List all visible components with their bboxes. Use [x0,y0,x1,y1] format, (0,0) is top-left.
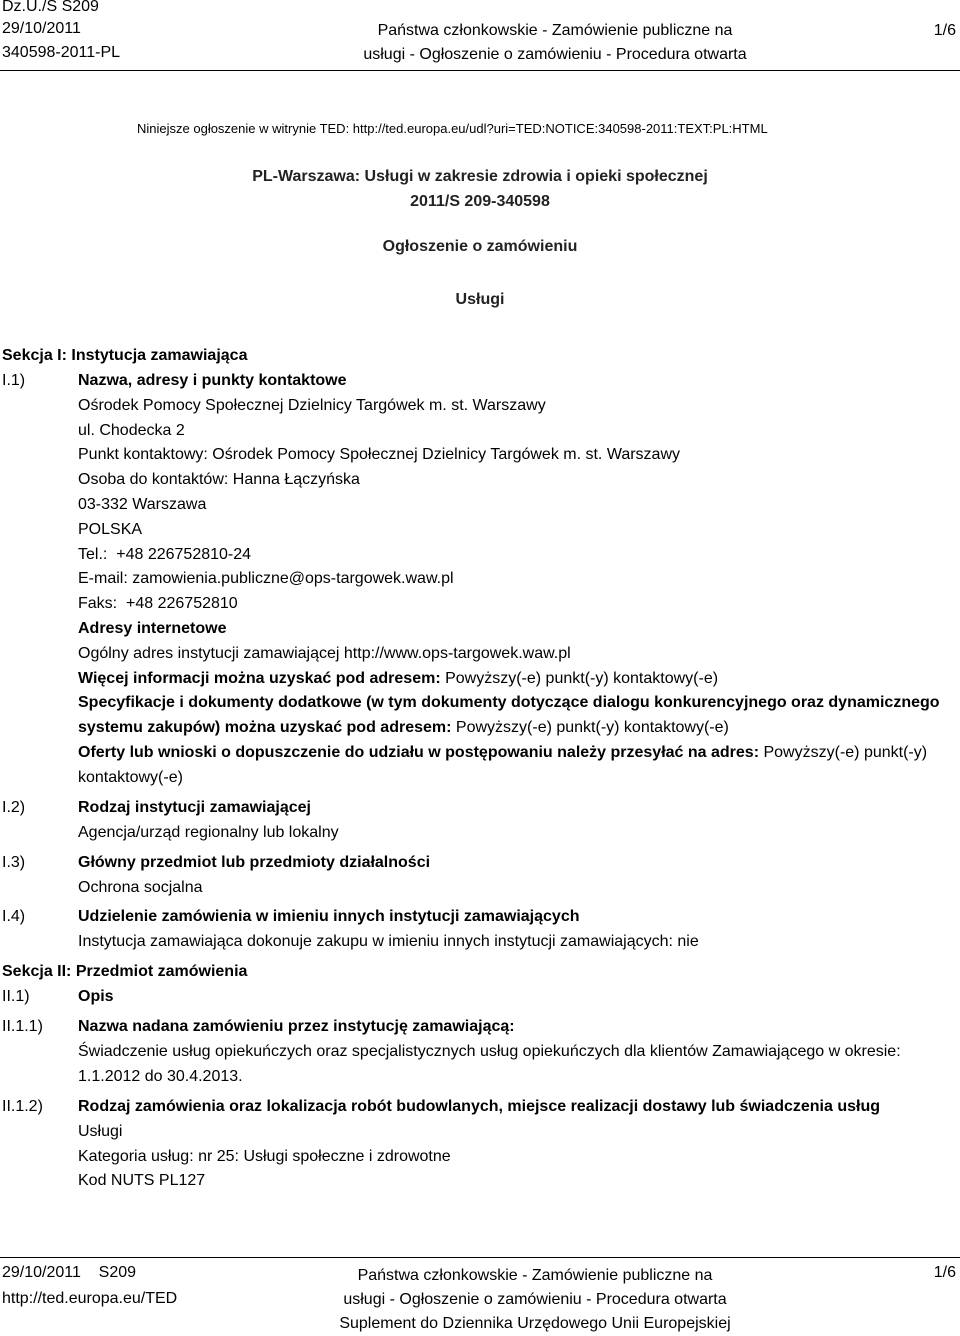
item-number: I.4) [2,908,26,925]
postal-city: 03-332 Warszawa [78,495,207,513]
document-reference: 2011/S 209-340598 [410,193,550,210]
item-number: II.1) [2,988,30,1005]
notice-number: 340598-2011-PL [2,44,121,61]
general-web-address: Ogólny adres instytucji zamawiającej http://www.ops-targowek.waw.pl [78,644,571,662]
organisation-name: Ośrodek Pomocy Społecznej Dzielnicy Targówek m. st. Warszawy [78,396,546,414]
telephone: Tel.: +48 226752810-24 [78,545,252,563]
footer-page-number: 1/6 [933,1264,956,1281]
journal-ref: Dz.U./S S209 [2,0,99,15]
footer-date-issue: 29/10/2011 S209 [2,1264,137,1281]
email-link[interactable]: zamowienia.publiczne@ops-targowek.waw.pl [132,570,454,588]
item-title: Nazwa, adresy i punkty kontaktowe [78,372,347,389]
authority-type-block [78,796,948,846]
website-link[interactable]: http://www.ops-targowek.waw.pl [343,644,571,662]
header-divider [0,70,960,71]
item-title: Rodzaj instytucji zamawiającej [78,799,311,816]
item-number: I.3) [2,854,26,871]
header-page-number: 1/6 [933,22,956,39]
nuts-code: Kod NUTS PL127 [78,1172,206,1190]
item-number: II.1.2) [2,1098,43,1115]
item-value: Instytucja zamawiająca dokonuje zakupu w imieniu innych instytucji zamawiających: nie [78,932,699,950]
header-title-line1: Państwa członkowskie - Zamówienie publiczne na [377,22,733,39]
page-header [0,0,960,70]
on-behalf-block [78,905,948,955]
ted-notice-link[interactable]: Niniejsze ogłoszenie w witrynie TED: http://ted.europa.eu/udl?uri=TED:NOTICE:340598-2011:TEXT:PL:HTML [137,121,768,136]
fax: Faks: +48 226752810 [78,595,238,613]
web-addresses-heading: Adresy internetowe [78,619,227,637]
contract-kind: Usługi [455,291,505,308]
country: POLSKA [78,520,143,538]
item-value: Ochrona socjalna [78,878,203,896]
header-title-line2: usługi - Ogłoszenie o zamówieniu - Procedura otwarta [363,46,747,63]
item-number: I.1) [2,372,26,389]
specifications: Specyfikacje i dokumenty dodatkowe (w tym dokumenty dotyczące dialogu konkurencyjnego oraz dynamicznego systemu zakupów) można uzyskać pod adresem: Powyższy(-e) punkt(-y) kontaktowy(-e) [78,694,940,737]
page-footer [0,1262,960,1334]
main-activity-block [78,851,948,901]
email: E-mail: zamowienia.publiczne@ops-targowek.waw.pl [78,570,454,588]
contract-type: Usługi [78,1122,123,1140]
contract-title-block [78,1015,948,1089]
item-title: Opis [78,988,114,1005]
footer-url[interactable]: http://ted.europa.eu/TED [2,1290,178,1307]
contact-person: Osoba do kontaktów: Hanna Łączyńska [78,471,360,489]
contact-point: Punkt kontaktowy: Ośrodek Pomocy Społecznej Dzielnicy Targówek m. st. Warszawy [78,446,680,464]
item-number: II.1.1) [2,1018,43,1035]
contract-title: Świadczenie usług opiekuńczych oraz specjalistycznych usług opiekuńczych dla klientów Zamawiającego w okresie: 1.1.2012 do 30.4.2013. [78,1042,901,1085]
item-title: Nazwa nadana zamówieniu przez instytucję zamawiającą: [78,1018,515,1035]
section-1-heading: Sekcja I: Instytucja zamawiająca [2,347,248,364]
footer-divider [0,1257,960,1258]
notice-type: Ogłoszenie o zamówieniu [382,238,578,255]
more-info: Więcej informacji można uzyskać pod adresem: Powyższy(-e) punkt(-y) kontaktowy(-e) [78,669,719,687]
header-date: 29/10/2011 [2,20,81,37]
street-address: ul. Chodecka 2 [78,421,185,439]
item-title: Rodzaj zamówienia oraz lokalizacja robót budowlanych, miejsce realizacji dostawy lub świadczenia usług [78,1098,880,1115]
contract-type-block [78,1095,948,1194]
offers-address: Oferty lub wnioski o dopuszczenie do udziału w postępowaniu należy przesyłać na adres: Powyższy(-e) punkt(-y) kontaktowy(-e) [78,743,928,786]
item-title: Udzielenie zamówienia w imieniu innych instytucji zamawiających [78,908,580,925]
section-2-heading: Sekcja II: Przedmiot zamówienia [2,963,248,980]
footer-title: Państwa członkowskie - Zamówienie publiczne na usługi - Ogłoszenie o zamówieniu - Procedura otwarta Suplement do Dziennika Urzędowego Unii Europejskiej [339,1267,731,1332]
document-title: PL-Warszawa: Usługi w zakresie zdrowia i opieki społecznej [252,168,708,185]
item-number: I.2) [2,799,26,816]
service-category: Kategoria usług: nr 25: Usługi społeczne i zdrowotne [78,1147,451,1165]
item-value: Agencja/urząd regionalny lub lokalny [78,823,339,841]
item-title: Główny przedmiot lub przedmioty działalności [78,854,431,871]
contact-block [78,369,948,791]
